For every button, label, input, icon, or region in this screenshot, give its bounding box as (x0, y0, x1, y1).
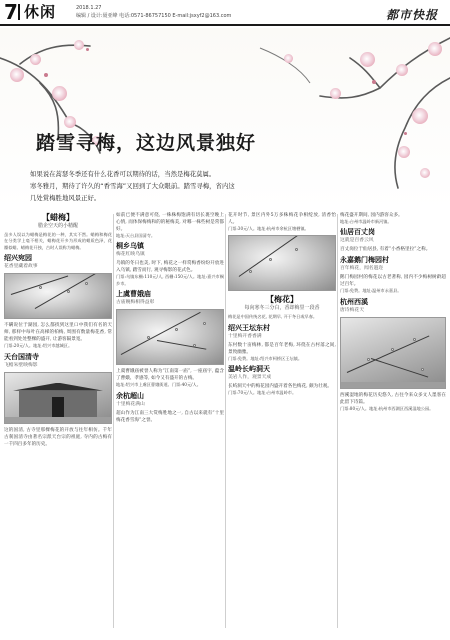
photo-blossom (413, 338, 416, 341)
continued-text: 如前已便不满意可绕, 一株株梅饱满有切长裹空晚上心情, 而体保梅梅和的的秘梅美, 对哪一株些树是常都好。 (116, 213, 224, 232)
photo-branch (35, 273, 96, 309)
section-subtitle: 十里梅花满山 (116, 401, 145, 407)
section-name: 休闲 (24, 3, 57, 21)
photo-blossom (85, 282, 88, 285)
section-body: 鹅门梅园村的梅花以古老著称, 园内不少梅树树龄超过百年。 (340, 275, 446, 288)
column-rule (225, 214, 226, 628)
photo-blossom (39, 286, 42, 289)
photo-blossom (203, 322, 206, 325)
column-rule (113, 214, 114, 628)
section-title: 余杭超山 (116, 391, 144, 400)
section-subtitle: 十里梅开香香满 (228, 333, 262, 339)
paper-name: 都市快报 (385, 8, 438, 22)
photo-xixi-wetland (340, 317, 446, 389)
plum-blossom (428, 42, 442, 56)
plum-blossom (412, 108, 428, 124)
wintersweet-subtitle: 腊企空天的小精醒 (37, 223, 78, 229)
section-title: 杭州西溪 (340, 297, 368, 306)
lead-line: 几处赏梅胜地风景正好。 (30, 194, 101, 202)
column-4 (340, 212, 446, 632)
photo-blossom (175, 328, 178, 331)
photo-blossom (269, 258, 272, 261)
section-info: 门票:20元/人。地址:绍兴市越城区。 (4, 343, 73, 349)
photo-guoqing-temple (4, 372, 112, 424)
plum-bud (372, 80, 376, 84)
section-info: 地址:绍兴市上虞区曹娥街道。门票:40元/人。 (116, 382, 201, 388)
section-title: 仙居百丈岗 (340, 228, 375, 237)
lead-line: 寒冬雅月，期待了许久的“香雪海”又回到了大众眼前。踏雪寻梅，省内这 (30, 182, 235, 190)
plum-subtitle: 每向寒冬三分白，香却梅里一段香 (244, 305, 320, 312)
photo-plum-garden (4, 273, 112, 319)
photo-blossom (367, 358, 370, 361)
photo-temple-door (52, 397, 65, 417)
section-info: 门票:免费。地址:温州市永嘉县。 (340, 288, 402, 294)
plum-blossom (284, 54, 293, 63)
editor-contact: 编辑 / 设计:聂亚峰 电话:0571-86757150 E-mail:jsxyf2@163.com (76, 13, 232, 19)
section-subtitle: 花香里藏着故事 (4, 264, 38, 270)
photo-branch (121, 312, 201, 355)
column-rule (337, 214, 338, 628)
section-body: 超山作为江南三大赏梅胜地之一, 自古以来就有“十里梅花香雪海”之誉。 (116, 410, 224, 423)
section-subtitle: 梅花红映乌镇 (116, 252, 145, 258)
column-2 (116, 212, 224, 632)
section-body: 长屿洞天中的梅花园内盛开着各色梅花, 颇为壮观。 (228, 384, 332, 390)
photo-ground (5, 417, 111, 423)
column-1 (4, 212, 112, 632)
wintersweet-title: 【蜡梅】 (42, 213, 74, 222)
plum-blossom (30, 54, 41, 65)
photo-plum-blossom (228, 235, 336, 291)
plum-blossom (74, 40, 84, 50)
plum-blossom (420, 168, 430, 178)
section-title: 上虞曹娥庙 (116, 290, 151, 299)
photo-blossom (249, 270, 252, 273)
photo-branch (371, 358, 428, 378)
photo-blossom (421, 368, 424, 371)
section-title: 桐乡乌镇 (116, 242, 144, 251)
continued-text: 花开时节, 景区内外5万多株梅花争相绽放, 清香怡人。 (228, 213, 336, 225)
section-subtitle: 百年梅花，闻名遐迩 (340, 266, 384, 272)
photo-blossom (67, 290, 70, 293)
section-info: 门票:免费。地址:绍兴市柯桥区王坛镇。 (228, 355, 303, 361)
plum-bud (404, 132, 407, 135)
issue-date: 2018.1.27 (76, 5, 102, 11)
photo-temple-roof (13, 383, 103, 391)
section-subtitle: 古庙婉梅相得益彰 (116, 300, 155, 306)
continued-info: 地址:台州市温岭市新河镇。 (340, 219, 392, 224)
continued-info: 地址:天台县国清寺。 (116, 233, 156, 238)
plum-blossom (10, 68, 24, 82)
section-title: 温岭长屿洞天 (228, 365, 270, 374)
section-body: 东村数十亩梅林, 都是百年老梅, 环绕在古村落之间, 景致幽雅。 (228, 342, 336, 355)
photo-caoe-temple-plum (116, 309, 224, 365)
photo-branch (157, 340, 206, 350)
section-info: 门票:80元/人。地址:杭州市西湖区西溪湿地公园。 (340, 405, 434, 411)
plum-blossom (330, 88, 341, 99)
plum-blossom (398, 146, 410, 158)
section-subtitle: 唐诗梅花天 (340, 307, 364, 313)
section-info: 门票:乌镇东栅:110元/人, 西栅:150元/人。地址:嘉兴市桐乡市。 (116, 274, 224, 286)
section-body: 上虞曹娥庙被誉人称为“江南第一庙”, 一座庙宇, 蕴含了曹娥、孝感等, 如今又有盛开的古梅。 (116, 369, 224, 382)
plum-blossom (396, 64, 408, 76)
section-info: 门票:70元/人。地址:台州市温岭市。 (228, 390, 297, 396)
photo-ground (341, 382, 445, 388)
plum-blossom (52, 86, 67, 101)
lead-line: 如果说在蒿瑟冬季还有什么花香可以期待的话，当然是梅花莫属。 (30, 170, 216, 178)
section-body: 这的国清, 古寺里那棵梅花的开放与往年相仿。千年古刹国清寺由著名宗派天台宗的祖庭, 寺内的古梅有一千四百多年的历史。 (4, 427, 112, 447)
wintersweet-intro: 虽多人误以为蜡梅是梅花的一种，其实不然。蜡梅和梅花在分类学上毫不相关，蜡梅花开多为形成的蜡质色泽，花瓣似蜡。蜡梅花开独，古时人误称为蜡梅。 (4, 232, 112, 250)
section-subtitle: 美岩人作，观景天成 (228, 375, 272, 381)
section-title: 绍兴宛园 (4, 254, 32, 263)
headline: 踏雪寻梅，这边风景独好 (36, 132, 257, 154)
plum-blossom (360, 52, 375, 67)
page-number: 7 (4, 0, 18, 24)
continued-text: 梅花盛开期间, 园内游客众多。 (340, 213, 403, 218)
continued-info: 门票:30元/人。地址:杭州市余杭区塘栖镇。 (228, 226, 309, 231)
photo-branch (347, 335, 430, 373)
section-title: 永嘉鹅门梅园村 (340, 256, 389, 265)
hero-illustration (0, 28, 450, 210)
plum-bud (44, 73, 48, 77)
masthead (0, 0, 450, 26)
photo-blossom (391, 348, 394, 351)
section-body: 西溪湿地的梅花历史悠久, 古往今来众多文人墨客在此留下诗篇。 (340, 392, 446, 405)
page-separator (18, 4, 20, 20)
plum-intro: 梅花是中国传统名花, 花期早, 开于冬日或早春。 (228, 314, 318, 320)
section-subtitle: 这就是百香云风 (340, 238, 374, 244)
plum-blossom (64, 116, 76, 128)
section-subtitle: 飞檐朱壁映梅影 (4, 362, 38, 368)
column-3 (228, 212, 336, 632)
photo-blossom (295, 248, 298, 251)
section-body: 不瞒说位于湖园, 怎么都找到这里口中我们有名的天师, 那样中每叶在高梯的柏梅, 周围有数量梅花香, 常能看到处处整棵的盛开, 让游客隔景宽。 (4, 323, 112, 343)
section-title: 天台国清寺 (4, 352, 39, 361)
plum-title: 【梅花】 (266, 295, 298, 305)
section-body: 乌镇的冬日也美, 时下, 梅花之一样赏梅香纷纷开放进入乌镇, 踏雪而行, 观寻梅影的花式色。 (116, 261, 224, 274)
section-title: 绍兴王坛东村 (228, 323, 270, 332)
section-body: 百丈岗位于仙居县, 有着“小香格里拉”之称。 (340, 247, 431, 253)
plum-bud (86, 48, 89, 51)
